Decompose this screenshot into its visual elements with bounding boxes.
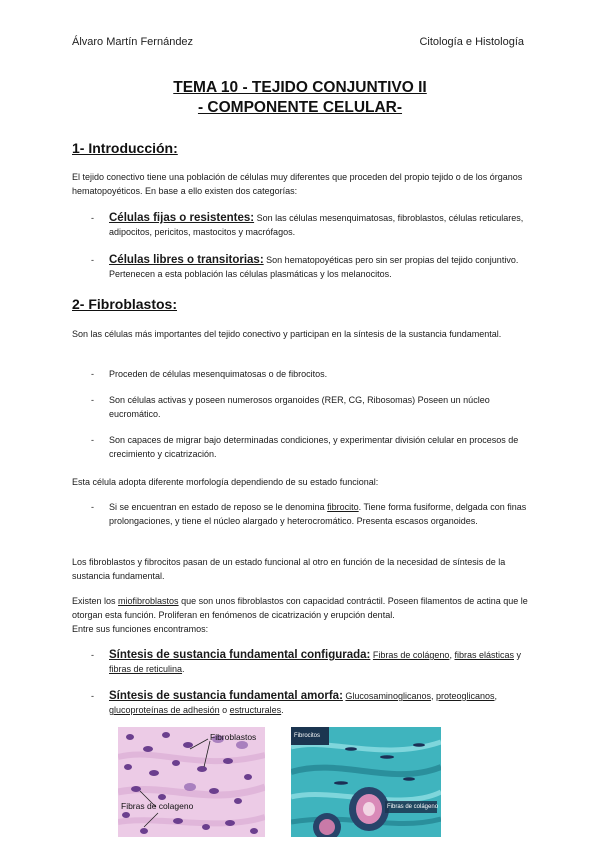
fn-term: Glucosaminoglicanos: [345, 691, 431, 701]
fibroblastos-bullet-2: [91, 393, 531, 421]
fibrocito-term: fibrocito: [327, 502, 359, 512]
function-item-amorfa: [91, 689, 531, 717]
p4-pre: Existen los: [72, 596, 119, 606]
bullet-dash: -: [91, 691, 94, 701]
fibroblastos-bullet-3: [91, 433, 531, 461]
fibroblastos-paragraph-2: Esta célula adopta diferente morfología dependiendo de su estado funcional:: [72, 477, 379, 487]
fibroblastos-bullet-1: [91, 367, 531, 381]
function-item-configurada: [91, 648, 531, 676]
fibroblastos-state-item: [91, 500, 531, 528]
micrograph-fibroblastos-art: [118, 727, 265, 837]
bullet-dash: -: [91, 395, 94, 405]
fibroblastos-paragraph-1: Son las células más importantes del tejido conectivo y participan en la síntesis de la sustancia fundamental.: [72, 329, 502, 339]
p4-post: que son unos fibroblastos con capacidad contráctil. Poseen filamentos de actina que le otorgan esta función. Proliferan en fenómenos de cicatrización y erupción dental.: [72, 596, 528, 620]
fn-part: .: [182, 664, 185, 674]
function-lead: Síntesis de sustancia fundamental amorfa:: [109, 690, 343, 702]
item-text: Son hematopoyéticas pero sin ser propias del tejido conjuntivo. Pertenecen a esta población las células plasmáticas y los melanocitos.: [109, 255, 519, 279]
fn-term: estructurales: [229, 705, 282, 715]
function-lead: Síntesis de sustancia fundamental configurada:: [109, 649, 371, 661]
bullet-dash: -: [91, 213, 94, 223]
intro-paragraph: El tejido conectivo tiene una población de células muy diferentes que proceden del propio tejido o de los órganos hematopoyéticos. En base a ello existen dos categorías:: [72, 172, 523, 196]
title-line-2: - COMPONENTE CELULAR-: [197, 99, 403, 116]
figure-label-fibras-colageno: Fibras de colageno: [121, 801, 194, 811]
fn-part: .: [281, 705, 284, 715]
p4-line2: Entre sus funciones encontramos:: [72, 624, 209, 634]
micrograph-fibrocitos-art: [291, 727, 441, 837]
header-subject: Citología e Histología: [419, 36, 524, 48]
fn-part: y: [514, 650, 522, 660]
state-pre: Si se encuentran en estado de reposo se le denomina: [109, 502, 328, 512]
state-post: . Tiene forma fusiforme, delgada con finas prolongaciones, y tiene el núcleo alargado y heterocromático. Presenta escasos organoides.: [109, 502, 527, 526]
bullet-dash: -: [91, 255, 94, 265]
fn-term: glucoproteínas de adhesión: [109, 705, 220, 715]
item-text: Son las células mesenquimatosas, fibroblastos, células reticulares, adipocitos, pericitos, mastocitos y macrófagos.: [109, 213, 524, 237]
bullet-text: Proceden de células mesenquimatosas o de fibrocitos.: [109, 369, 328, 379]
intro-item-libres: [91, 253, 531, 281]
bullet-dash: -: [91, 369, 94, 379]
fn-part: ,: [494, 691, 498, 701]
fn-term: proteoglicanos: [435, 691, 495, 701]
title-line-1: TEMA 10 - TEJIDO CONJUNTIVO II: [173, 79, 427, 96]
figure-label-fibras-colageno-right: Fibras de colágeno: [387, 804, 439, 810]
fn-term: fibras de reticulina: [109, 664, 183, 674]
miofibroblastos-term: miofibroblastos: [118, 596, 179, 606]
section-intro-heading: 1- Introducción:: [72, 140, 178, 156]
section-fibroblastos-heading: 2- Fibroblastos:: [72, 296, 178, 312]
bullet-dash: -: [91, 650, 94, 660]
bullet-dash: -: [91, 435, 94, 445]
micrograph-fibrocitos: [291, 727, 441, 837]
item-lead: Células fijas o resistentes:: [109, 212, 255, 224]
fibroblastos-paragraph-4: [72, 594, 530, 636]
header-author: Álvaro Martín Fernández: [72, 36, 194, 48]
item-lead: Células libres o transitorias:: [109, 254, 264, 266]
bullet-dash: -: [91, 502, 94, 512]
bullet-text: Son células activas y poseen numerosos organoides (RER, CG, Ribosomas) Poseen un núcleo eucromático.: [109, 395, 490, 419]
micrograph-fibroblastos: [118, 727, 265, 837]
fn-part: ,: [430, 691, 436, 701]
figure-label-fibroblastos: Fibroblastos: [210, 732, 257, 742]
bullet-text: Son capaces de migrar bajo determinadas condiciones, y experimentar división celular en procesos de crecimiento y cicatrización.: [109, 435, 519, 459]
fibroblastos-paragraph-3: Los fibroblastos y fibrocitos pasan de un estado funcional al otro en función de la necesidad de síntesis de la sustancia fundamental.: [72, 557, 506, 581]
fn-part: o: [219, 705, 230, 715]
fn-part: ,: [449, 650, 455, 660]
fn-term: fibras elásticas: [454, 650, 514, 660]
figure-label-fibrocitos: Fibrocitos: [294, 733, 321, 739]
fn-term: Fibras de colágeno: [372, 650, 450, 660]
intro-item-fijas: [91, 211, 531, 239]
